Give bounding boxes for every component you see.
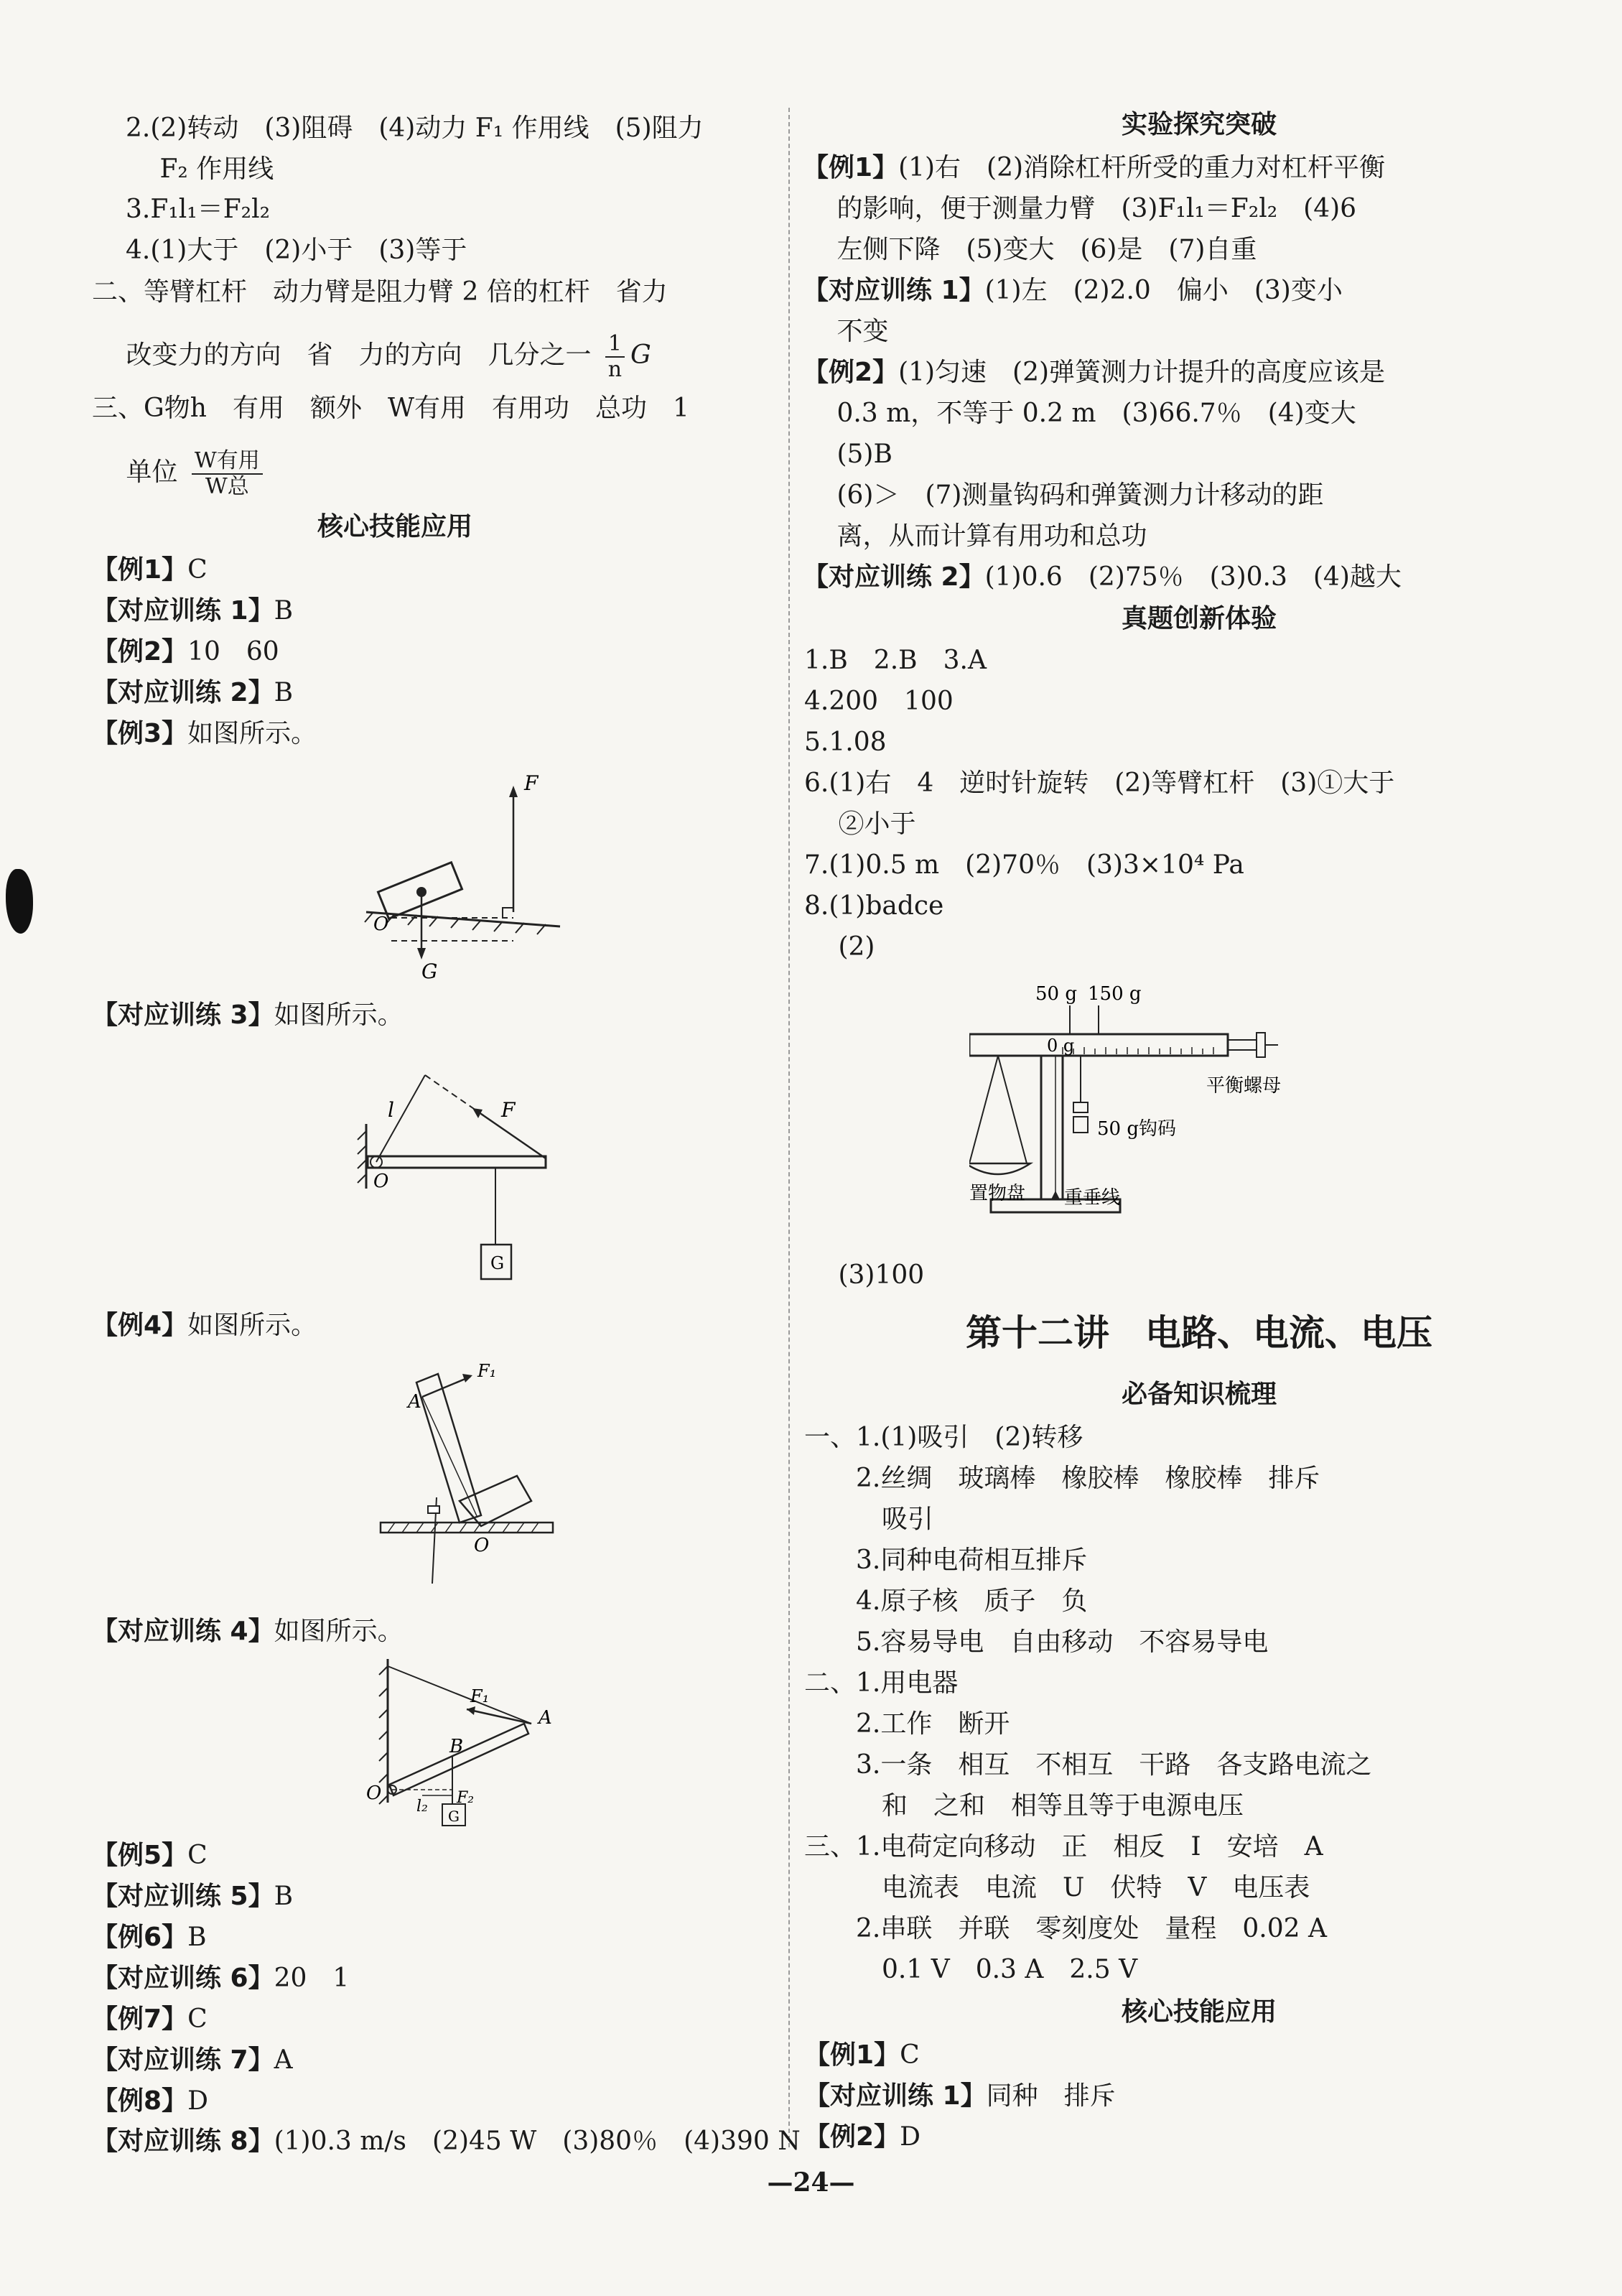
item-text: 的影响，便于测量力臂 (3)F₁l₁＝F₂l₂ (4)6: [803, 194, 1357, 223]
answer-item: [803, 437, 892, 472]
item-text: 10 60: [187, 637, 279, 666]
item-tag: 【例1】: [803, 153, 899, 182]
item-tag: 【例1】: [92, 555, 188, 585]
item-text: D: [187, 2086, 208, 2116]
answer-line: 0.1 V 0.3 A 2.5 V: [804, 1955, 1138, 1984]
fig-label: 置物盘: [969, 1183, 1026, 1204]
answer-item: [803, 274, 1343, 308]
answer-item: [804, 2079, 1116, 2114]
item-text: B: [274, 596, 294, 626]
answer-item: [92, 1920, 207, 1955]
frac-den: W总: [205, 474, 249, 499]
item-text: C: [900, 2040, 920, 2070]
answer-item: [92, 2002, 208, 2037]
answer-line: (3)100: [804, 1260, 925, 1290]
fraction-1-over-n: [605, 332, 625, 382]
item-tag: 【对应训练 4】: [92, 1617, 274, 1646]
answer-line: ②小于: [804, 809, 916, 839]
fig-label: F₁: [477, 1361, 497, 1381]
item-text: 离，从而计算有用功和总功: [803, 521, 1147, 551]
fig-label: F: [501, 1098, 516, 1122]
answer-item: [803, 151, 1385, 185]
answer-line: 3.同种电荷相互排斥: [804, 1546, 1088, 1575]
answer-line: 2.(2)转动 (3)阻碍 (4)动力 F₁ 作用线 (5)阻力: [126, 113, 704, 143]
fig-label: B: [449, 1736, 464, 1757]
section-heading: 核心技能应用: [317, 512, 472, 542]
answer-item: [803, 478, 1323, 513]
answer-line: 三、G物h 有用 额外 W有用 有用功 总功 1: [92, 394, 689, 423]
fig-label: G: [421, 959, 438, 983]
answer-item: [803, 355, 1385, 390]
answer-line: [92, 449, 269, 499]
answer-line: 6.(1)右 4 逆时针旋转 (2)等臂杠杆 (3)①大于: [804, 768, 1395, 798]
answer-line: 吸引: [804, 1505, 934, 1534]
item-text: (1)0.6 (2)75％ (3)0.3 (4)越大: [984, 562, 1402, 592]
answer-item: [92, 2043, 293, 2078]
answer-item: [92, 1614, 404, 1649]
frac-den: n: [607, 357, 623, 382]
fig-label: 150 g: [1088, 984, 1142, 1005]
answer-line: 一、1.(1)吸引 (2)转移: [804, 1423, 1083, 1452]
item-text: D: [900, 2122, 920, 2152]
answer-line: 3.F₁l₁＝F₂l₂: [126, 195, 271, 224]
figure-example3: [352, 768, 567, 984]
answer-line: 2.丝绸 玻璃棒 橡胶棒 橡胶棒 排斥: [804, 1464, 1320, 1493]
item-text: (1)右 (2)消除杠杆所受的重力对杠杆平衡: [898, 153, 1386, 182]
item-text: 20 1: [274, 1963, 350, 1993]
answer-item: [804, 2038, 920, 2073]
item-tag: 【对应训练 2】: [92, 678, 274, 707]
item-tag: 【例2】: [92, 637, 188, 666]
answer-text: 改变力的方向 省 力的方向 几分之一: [92, 340, 592, 370]
answer-line: 和 之和 相等且等于电源电压: [804, 1791, 1244, 1821]
answer-item: [803, 315, 888, 349]
page-number: —24—: [767, 2167, 855, 2198]
item-text: B: [187, 1923, 207, 1952]
fig-label: F₂: [457, 1789, 475, 1807]
answer-line: 二、等臂杠杆 动力臂是阻力臂 2 倍的杠杆 省力: [92, 277, 668, 307]
fig-label: F: [524, 771, 539, 795]
answer-item: [804, 2120, 920, 2155]
scan-ink-blot: [6, 869, 33, 934]
item-text: 如图所示。: [274, 1000, 404, 1030]
item-tag: 【对应训练 2】: [803, 562, 985, 592]
item-tag: 【例5】: [92, 1841, 188, 1870]
frac-num: 1: [605, 332, 625, 358]
answer-item: [803, 560, 1402, 595]
fig-label: F₁: [470, 1686, 490, 1706]
column-divider: [788, 108, 790, 2147]
fraction-efficiency: [192, 449, 263, 499]
item-text: C: [187, 2004, 208, 2034]
frac-after: G: [630, 340, 651, 370]
fig-label: 重垂线: [1064, 1187, 1121, 1209]
item-text: 如图所示。: [274, 1617, 404, 1646]
item-text: (1)匀速 (2)弹簧测力计提升的高度应该是: [898, 358, 1386, 387]
answer-item: [92, 2084, 208, 2119]
item-text: (1)左 (2)2.0 偏小 (3)变小: [984, 276, 1343, 305]
section-heading: 实验探究突破: [1121, 110, 1277, 139]
item-text: A: [274, 2045, 293, 2075]
item-tag: 【例3】: [92, 719, 188, 748]
fig-label: O: [474, 1535, 490, 1556]
item-tag: 【例4】: [92, 1311, 188, 1340]
fig-label: 平衡螺母: [1206, 1075, 1282, 1097]
fig-label: 50 g: [1035, 984, 1077, 1005]
item-tag: 【对应训练 3】: [92, 1000, 274, 1030]
section-heading: 必备知识梳理: [1121, 1380, 1277, 1409]
answer-item: [92, 635, 279, 669]
answer-line: 5.1.08: [804, 728, 887, 757]
item-text: C: [187, 1841, 208, 1870]
figure-example4: [373, 1354, 560, 1591]
answer-item: [92, 553, 208, 587]
item-text: C: [187, 555, 208, 585]
item-tag: 【对应训练 7】: [92, 2045, 274, 2075]
answer-line: [92, 332, 651, 382]
answer-item: [803, 519, 1147, 554]
fig-label: 50 g钩码: [1097, 1118, 1176, 1140]
item-text: 同种 排斥: [986, 2081, 1116, 2111]
item-tag: 【对应训练 1】: [803, 276, 985, 305]
item-tag: 【对应训练 1】: [92, 596, 274, 626]
item-text: 0.3 m，不等于 0.2 m (3)66.7％ (4)变大: [803, 399, 1356, 428]
answer-line: 4.原子核 质子 负: [804, 1586, 1088, 1616]
answer-item: [803, 192, 1356, 226]
answer-item: [92, 2124, 801, 2159]
item-text: 不变: [803, 317, 889, 346]
answer-line: 电流表 电流 U 伏特 V 电压表: [804, 1873, 1310, 1902]
item-tag: 【例1】: [804, 2040, 900, 2070]
fig-label: l: [388, 1098, 394, 1122]
item-tag: 【对应训练 1】: [804, 2081, 987, 2111]
item-text: 左侧下降 (5)变大 (6)是 (7)自重: [803, 235, 1257, 264]
fig-label: G: [448, 1808, 460, 1825]
answer-item: [803, 396, 1356, 431]
answer-item: [803, 233, 1257, 267]
answer-line: 三、1.电荷定向移动 正 相反 I 安培 A: [804, 1832, 1323, 1862]
answer-line: F₂ 作用线: [126, 154, 274, 184]
fig-label: 0 g: [1047, 1036, 1075, 1056]
item-tag: 【例6】: [92, 1923, 188, 1952]
fig-label: O: [373, 1171, 389, 1192]
figure-balance-scale: [969, 984, 1343, 1228]
item-tag: 【例2】: [803, 358, 899, 387]
item-tag: 【例2】: [804, 2122, 900, 2152]
answer-line: 3.一条 相互 不相互 干路 各支路电流之: [804, 1750, 1372, 1780]
answer-line: 8.(1)badce: [804, 891, 944, 921]
answer-line: 1.B 2.B 3.A: [804, 646, 987, 675]
answer-text: 单位: [92, 457, 178, 487]
item-text: 如图所示。: [187, 719, 317, 748]
fig-label: O: [373, 914, 389, 935]
fig-label: A: [539, 1707, 552, 1729]
fig-label: G: [490, 1253, 505, 1273]
fig-label: O: [366, 1783, 382, 1804]
answer-line: 7.(1)0.5 m (2)70％ (3)3×10⁴ Pa: [804, 850, 1244, 880]
answer-item: [92, 1839, 208, 1873]
answer-line: 4.(1)大于 (2)小于 (3)等于: [126, 236, 467, 265]
answer-item: [92, 717, 317, 751]
item-text: (5)B: [803, 440, 892, 469]
answer-item: [92, 594, 293, 628]
frac-num: W有用: [192, 449, 263, 475]
item-tag: 【对应训练 8】: [92, 2127, 274, 2156]
answer-line: 2.工作 断开: [804, 1709, 1010, 1739]
figure-training3: [345, 1045, 574, 1289]
answer-line: 2.串联 并联 零刻度处 量程 0.02 A: [804, 1914, 1327, 1943]
answer-line: 二、1.用电器: [804, 1668, 959, 1698]
item-text: (6)＞ (7)测量钩码和弹簧测力计移动的距: [803, 480, 1324, 510]
answer-item: [92, 998, 404, 1033]
item-tag: 【对应训练 5】: [92, 1882, 274, 1911]
figure-training4: [359, 1652, 574, 1846]
fig-label: A: [408, 1391, 421, 1413]
answer-item: [92, 1961, 349, 1996]
answer-item: [92, 676, 293, 710]
item-tag: 【例7】: [92, 2004, 188, 2034]
answer-line: 5.容易导电 自由移动 不容易导电: [804, 1627, 1269, 1657]
chapter-title: 第十二讲 电路、电流、电压: [966, 1311, 1432, 1354]
item-text: (1)0.3 m/s (2)45 W (3)80％ (4)390 N: [274, 2127, 801, 2156]
item-text: 如图所示。: [187, 1311, 317, 1340]
section-heading: 核心技能应用: [1121, 1997, 1277, 2027]
answer-item: [92, 1309, 317, 1343]
section-heading: 真题创新体验: [1121, 604, 1277, 633]
item-tag: 【对应训练 6】: [92, 1963, 274, 1993]
item-text: B: [274, 1882, 294, 1911]
answer-item: [92, 1879, 293, 1914]
answer-line: 4.200 100: [804, 687, 954, 716]
item-text: B: [274, 678, 294, 707]
fig-label: l₂: [416, 1798, 428, 1816]
item-tag: 【例8】: [92, 2086, 188, 2116]
answer-line: (2): [804, 932, 875, 962]
